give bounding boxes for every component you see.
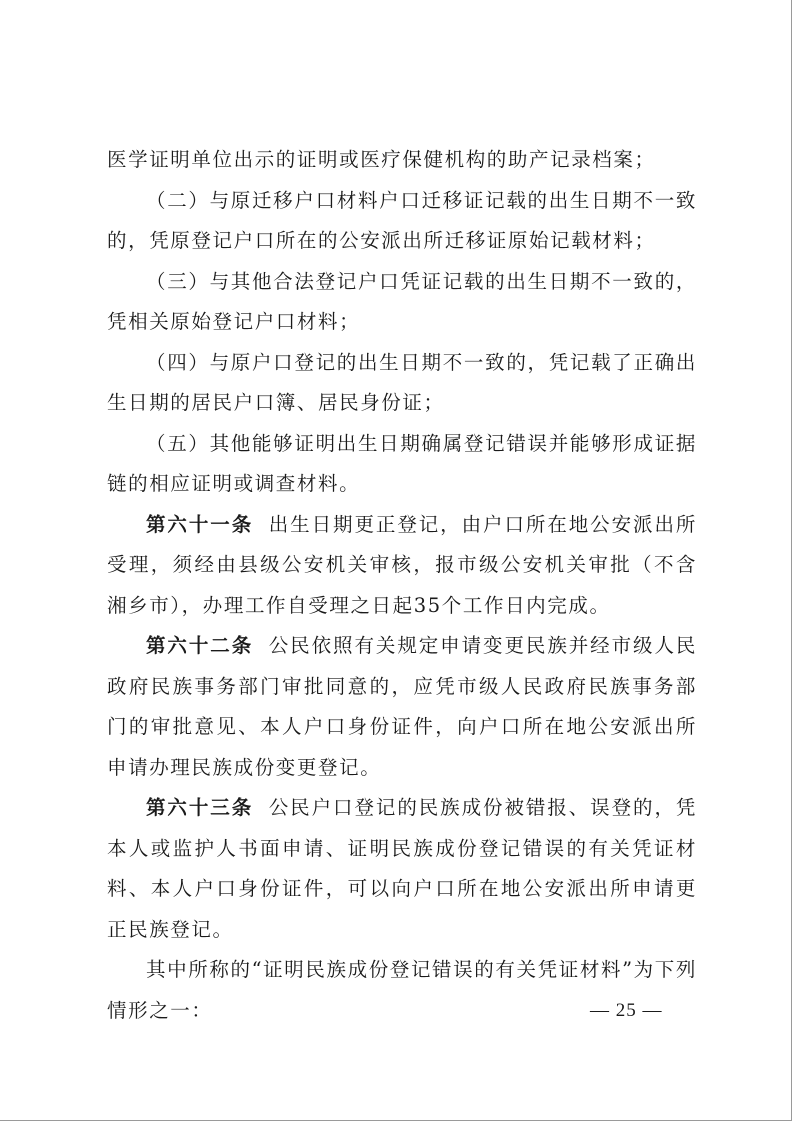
paragraph: [107, 424, 697, 505]
article-paragraph: [107, 505, 697, 627]
article-number: 第六十三条: [146, 796, 254, 819]
article-paragraph: [107, 626, 697, 788]
paragraph-text: （四）与原户口登记的出生日期不一致的，凭记载了正确出生日期的居民户口簿、居民身份证；: [107, 350, 697, 414]
paragraph-text: 公民户口登记的民族成份被错报、误登的，凭本人或监护人书面申请、证明民族成份登记错误的有关凭证材料、本人户口身份证件，可以向户口所在地公安派出所申请更正民族登记。: [107, 796, 697, 941]
paragraph: [107, 140, 697, 181]
paragraph: [107, 343, 697, 424]
page-number: — 25 —: [590, 1000, 663, 1021]
paragraph-text: （二）与原迁移户口材料户口迁移证记载的出生日期不一致的，凭原登记户口所在的公安派出所迁移证原始记载材料；: [107, 188, 697, 252]
paragraph: [107, 262, 697, 343]
paragraph-text: （五）其他能够证明出生日期确属登记错误并能够形成证据链的相应证明或调查材料。: [107, 431, 697, 495]
paragraph-text: 其中所称的“证明民族成份登记错误的有关凭证材料”为下列情形之一：: [107, 958, 697, 1022]
paragraph: [107, 181, 697, 262]
article-number: 第六十二条: [146, 634, 254, 657]
paragraph-text: 出生日期更正登记，由户口所在地公安派出所受理，须经由县级公安机关审核，报市级公安机关审批（不含湘乡市），办理工作自受理之日起35个工作日内完成。: [107, 512, 697, 617]
paragraph-text: 公民依照有关规定申请变更民族并经市级人民政府民族事务部门审批同意的，应凭市级人民政府民族事务部门的审批意见、本人户口身份证件，向户口所在地公安派出所申请办理民族成份变更登记。: [107, 634, 697, 779]
paragraph-text: （三）与其他合法登记户口凭证记载的出生日期不一致的，凭相关原始登记户口材料；: [107, 269, 697, 333]
body-text: [107, 140, 697, 1031]
paragraph-text: 医学证明单位出示的证明或医疗保健机构的助产记录档案；: [107, 148, 656, 171]
article-number: 第六十一条: [146, 512, 254, 536]
article-paragraph: [107, 788, 697, 950]
